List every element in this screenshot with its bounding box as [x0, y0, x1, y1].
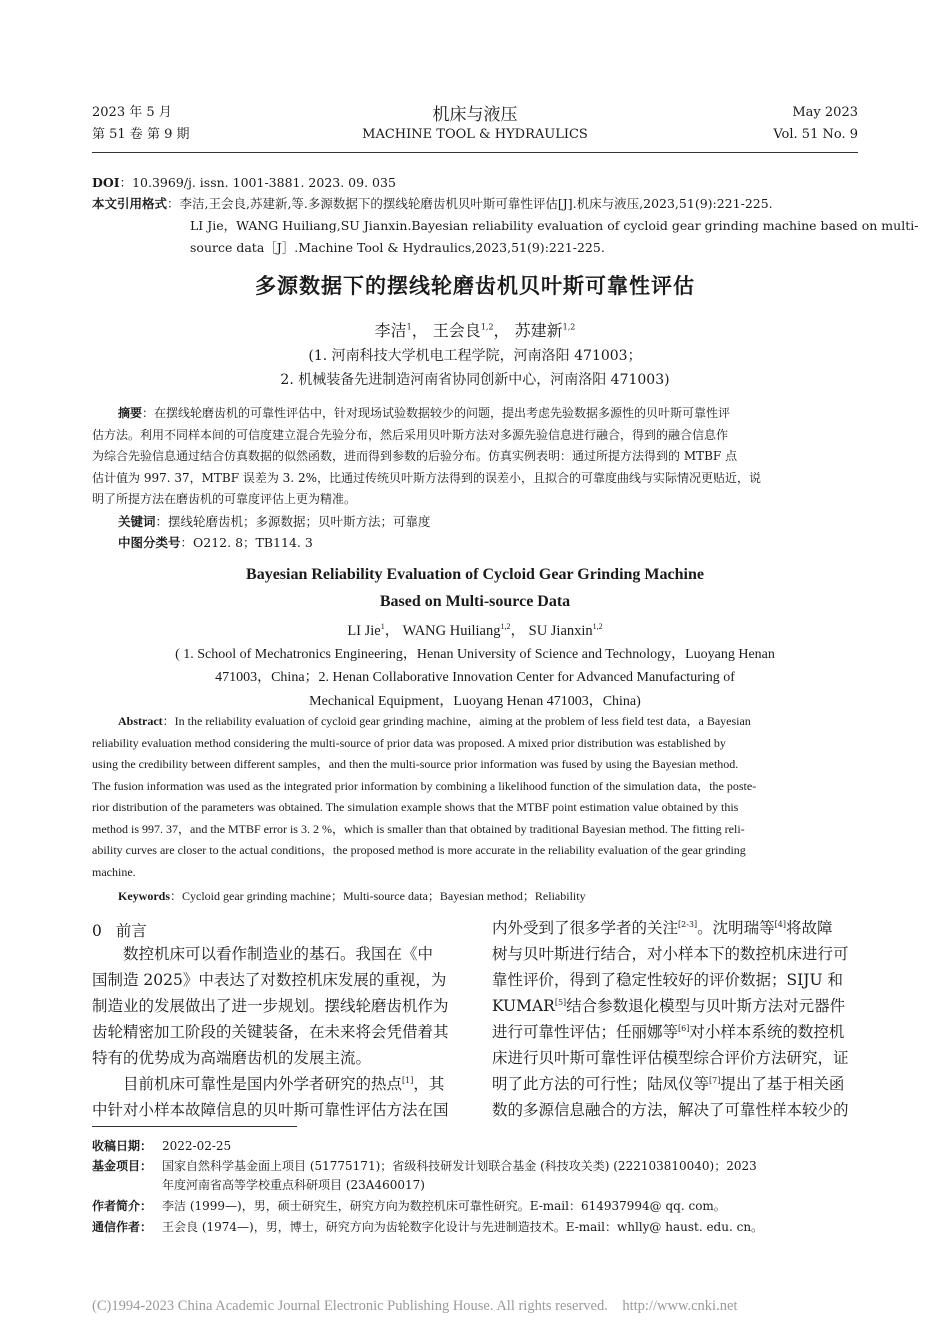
clc-value: ：O212. 8；TB114. 3 [180, 535, 313, 550]
abstract-cn-line-4: 估计值为 997. 37，MTBF 误差为 3. 2%，比通过传统贝叶斯方法得到的误差小，且拟合的可靠度曲线与实际情况更贴近，说 [92, 470, 761, 485]
doi-line [92, 173, 396, 191]
left-line-2: 国制造 2025》中表达了对数控机床发展的重视，为 [92, 971, 447, 989]
body-right-column [492, 915, 858, 1123]
body-left-column [92, 941, 458, 1123]
right-line-6: 床进行贝叶斯可靠性评估模型综合评价方法研究，证 [492, 1049, 849, 1067]
left-line-6 [92, 1071, 458, 1097]
right-line-1-text: 内外受到了很多学者的关注 [492, 919, 679, 937]
author-sep-2: ， [493, 321, 510, 340]
citation-ref-1[interactable]: [1] [402, 1075, 414, 1085]
author-bio: 李洁 (1999—)，男，硕士研究生，研究方向为数控机床可靠性研究。E-mail：614937994@ qq. com。 [162, 1199, 726, 1213]
citation-line-3: source data［J］.Machine Tool & Hydraulics,2023,51(9):221-225. [190, 240, 605, 255]
author-en-sep-2: ， [510, 623, 525, 639]
authors-cn [0, 318, 950, 341]
author-sep-1: ， [411, 321, 428, 340]
author-en-3: SU Jianxin [528, 623, 593, 639]
right-line-4-tail: 结合参数退化模型与贝叶斯方法对元器件 [566, 997, 846, 1015]
abstract-en [92, 711, 858, 883]
right-line-4 [492, 993, 858, 1019]
fund-label: 基金项目： [92, 1159, 153, 1173]
clc-number [118, 533, 313, 551]
author-en-3-affil: 1,2 [592, 622, 603, 632]
header-volume-en: Vol. 51 No. 9 [773, 127, 858, 142]
keywords-en-label: Keywords [118, 889, 170, 903]
received-date: 2022-02-25 [162, 1139, 232, 1153]
footnote-rule [92, 1126, 297, 1127]
keywords-en [118, 887, 586, 904]
title-en-line-1: Bayesian Reliability Evaluation of Cycloid Gear Grinding Machine [246, 566, 704, 583]
author-en-sep-1: ， [384, 623, 400, 639]
fund-text-1: 国家自然科学基金面上项目 (51775171)；省级科技研发计划联合基金 (科技攻关类) (222103810040)；2023 [162, 1159, 757, 1173]
abstract-en-line-5: rior distribution of the parameters was obtained. The simulation example shows that the MTBF point estimation value obtained by this [92, 800, 739, 814]
author-cn-2: 王会良 [432, 321, 481, 340]
header-volume-cn: 第 51 卷 第 9 期 [92, 127, 190, 142]
author-cn-2-affil: 1,2 [480, 322, 494, 332]
author-cn-3-affil: 1,2 [562, 322, 576, 332]
doi-value: ：10.3969/j. issn. 1001-3881. 2023. 09. 035 [119, 175, 396, 190]
author-bio-label: 作者简介： [92, 1199, 153, 1213]
keywords-cn [118, 512, 431, 530]
right-line-4-text: KUMAR [492, 997, 555, 1015]
left-line-6-tail: ，其 [413, 1075, 445, 1093]
abstract-en-line-1: ：In the reliability evaluation of cycloid gear grinding machine，aiming at the problem of less field test data，a Bayesian [162, 714, 751, 728]
authors-en [0, 619, 950, 640]
left-line-7: 中针对小样本故障信息的贝叶斯可靠性评估方法在国 [92, 1101, 449, 1119]
abstract-en-line-7: ability curves are closer to the actual conditions，the proposed method is more accurate in the reliability evaluation of the gear grinding [92, 843, 746, 857]
abstract-en-line-2: reliability evaluation method considering the multi-source of prior data was proposed. A mixed prior distribution was established by [92, 735, 726, 750]
right-line-7 [492, 1071, 858, 1097]
affiliation-en-3: Mechanical Equipment，Luoyang Henan 471003，China) [309, 694, 641, 709]
right-line-5 [492, 1019, 858, 1045]
abstract-en-line-4: The fusion information was used as the integrated prior information by combining a likelihood function of the simulation data，the poste- [92, 778, 757, 793]
right-line-1 [492, 915, 858, 941]
right-line-1-tail: 将故障 [786, 919, 833, 937]
citation-line-2: LI Jie，WANG Huiliang,SU Jianxin.Bayesian reliability evaluation of cycloid gear grinding machine based on multi- [190, 218, 919, 233]
abstract-cn-line-5: 明了所提方法在磨齿机的可靠度评估上更为精准。 [92, 492, 357, 506]
abstract-en-line-6: method is 997. 37，and the MTBF error is 3. 2 %，which is smaller than that obtained by traditional Bayesian method. The fitting reli- [92, 821, 745, 836]
citation-ref-7[interactable]: [7] [709, 1075, 721, 1085]
author-cn-3: 苏建新 [514, 321, 563, 340]
author-en-1-affil: 1 [380, 622, 385, 632]
right-line-3: 靠性评价，得到了稳定性较好的评价数据；SIJU 和 [492, 971, 843, 989]
fund-text-2: 年度河南省高等学校重点科研项目 (23A460017) [162, 1178, 425, 1192]
left-line-1: 数控机床可以看作制造业的基石。我国在《中 [123, 945, 434, 963]
abstract-cn-line-1: ：在摆线轮磨齿机的可靠性评估中，针对现场试验数据较少的问题，提出考虑先验数据多源性的贝叶斯可靠性评 [142, 406, 731, 420]
right-line-1-mid: 。沈明瑞等 [697, 919, 775, 937]
right-line-7-tail: 提出了基于相关函 [720, 1075, 845, 1093]
header-rule [92, 152, 858, 153]
section-number: 0 [92, 922, 102, 940]
right-line-7-text: 明了此方法的可行性；陆凤仪等 [492, 1075, 710, 1093]
abstract-cn [92, 403, 858, 511]
affiliation-cn-1: (1. 河南科技大学机电工程学院，河南洛阳 471003； [308, 348, 642, 364]
copyright-watermark: (C)1994-2023 China Academic Journal Electronic Publishing House. All rights reserved. http://www.cnki.net [92, 1298, 738, 1314]
author-en-1: LI Jie [347, 623, 381, 639]
citation-ref-6[interactable]: [6] [678, 1023, 690, 1033]
left-line-6-text: 目前机床可靠性是国内外学者研究的热点 [123, 1075, 403, 1093]
keywords-cn-label: 关键词 [118, 514, 156, 529]
header-journal-cn: 机床与液压 [432, 105, 518, 125]
header-journal-en: MACHINE TOOL & HYDRAULICS [362, 127, 588, 142]
affiliation-en-2: 471003，China；2. Henan Collaborative Innovation Center for Advanced Manufacturing of [215, 670, 735, 685]
abstract-cn-line-3: 为综合先验信息通过结合仿真数据的似然函数，进而得到参数的后验分布。仿真实例表明：通过所提方法得到的 MTBF 点 [92, 449, 738, 463]
corresponding-author: 王会良 (1974—)，男，博士，研究方向为齿轮数字化设计与先进制造技术。E-mail：whlly@ haust. edu. cn。 [162, 1220, 764, 1234]
abstract-en-label: Abstract [118, 714, 163, 728]
citation-line-1 [92, 194, 773, 212]
author-en-2: WANG Huiliang [402, 623, 501, 639]
affiliation-en-1: ( 1. School of Mechatronics Engineering，Henan University of Science and Technology，Luoyang Henan [175, 647, 775, 662]
affiliation-cn-2: 2. 机械装备先进制造河南省协同创新中心，河南洛阳 471003) [280, 372, 670, 388]
abstract-en-line-3: using the credibility between different samples，and then the multi-source prior information was fused by using the Bayesian method. [92, 757, 739, 771]
right-line-5-text: 进行可靠性评估；任丽娜等 [492, 1023, 679, 1041]
header-date-en: May 2023 [792, 105, 858, 120]
left-line-5: 特有的优势成为高端磨齿机的发展主流。 [92, 1049, 372, 1067]
section-heading-0 [92, 919, 147, 941]
received-label: 收稿日期： [92, 1139, 153, 1153]
abstract-cn-line-2: 估方法。利用不同样本间的可信度建立混合先验分布，然后采用贝叶斯方法对多源先验信息进行融合，得到的融合信息作 [92, 427, 729, 442]
right-line-8: 数的多源信息融合的方法，解决了可靠性样本较少的 [492, 1101, 849, 1119]
keywords-cn-value: ：摆线轮磨齿机；多源数据；贝叶斯方法；可靠度 [155, 514, 431, 529]
title-cn: 多源数据下的摆线轮磨齿机贝叶斯可靠性评估 [255, 273, 695, 298]
title-en-line-2: Based on Multi-source Data [379, 593, 571, 610]
citation-label: 本文引用格式 [92, 196, 168, 211]
section-title: 前言 [115, 922, 147, 940]
doi-label: DOI [92, 175, 120, 190]
header-date-cn: 2023 年 5 月 [92, 105, 172, 120]
citation-ref-2-3[interactable]: [2-3] [678, 919, 698, 929]
clc-label: 中图分类号 [118, 535, 181, 550]
citation-ref-4[interactable]: [4] [774, 919, 786, 929]
author-cn-1-affil: 1 [406, 322, 412, 332]
citation-ref-5[interactable]: [5] [554, 997, 567, 1007]
author-cn-1: 李洁 [374, 321, 407, 340]
keywords-en-value: ：Cycloid gear grinding machine；Multi-source data；Bayesian method；Reliability [170, 889, 586, 903]
citation-text-1: ：李洁,王会良,苏建新,等.多源数据下的摆线轮磨齿机贝叶斯可靠性评估[J].机床与液压,2023,51(9):221-225. [167, 196, 773, 211]
left-line-4: 齿轮精密加工阶段的关键装备，在未来将会凭借着其 [92, 1023, 449, 1041]
corresponding-label: 通信作者： [92, 1220, 153, 1234]
right-line-2: 树与贝叶斯进行结合，对小样本下的数控机床进行可 [492, 945, 849, 963]
author-en-2-affil: 1,2 [500, 622, 511, 632]
abstract-en-line-8: machine. [92, 864, 136, 879]
left-line-3: 制造业的发展做出了进一步规划。摆线轮磨齿机作为 [92, 997, 449, 1015]
abstract-cn-label: 摘要 [118, 406, 143, 420]
right-line-5-tail: 对小样本系统的数控机 [689, 1023, 845, 1041]
